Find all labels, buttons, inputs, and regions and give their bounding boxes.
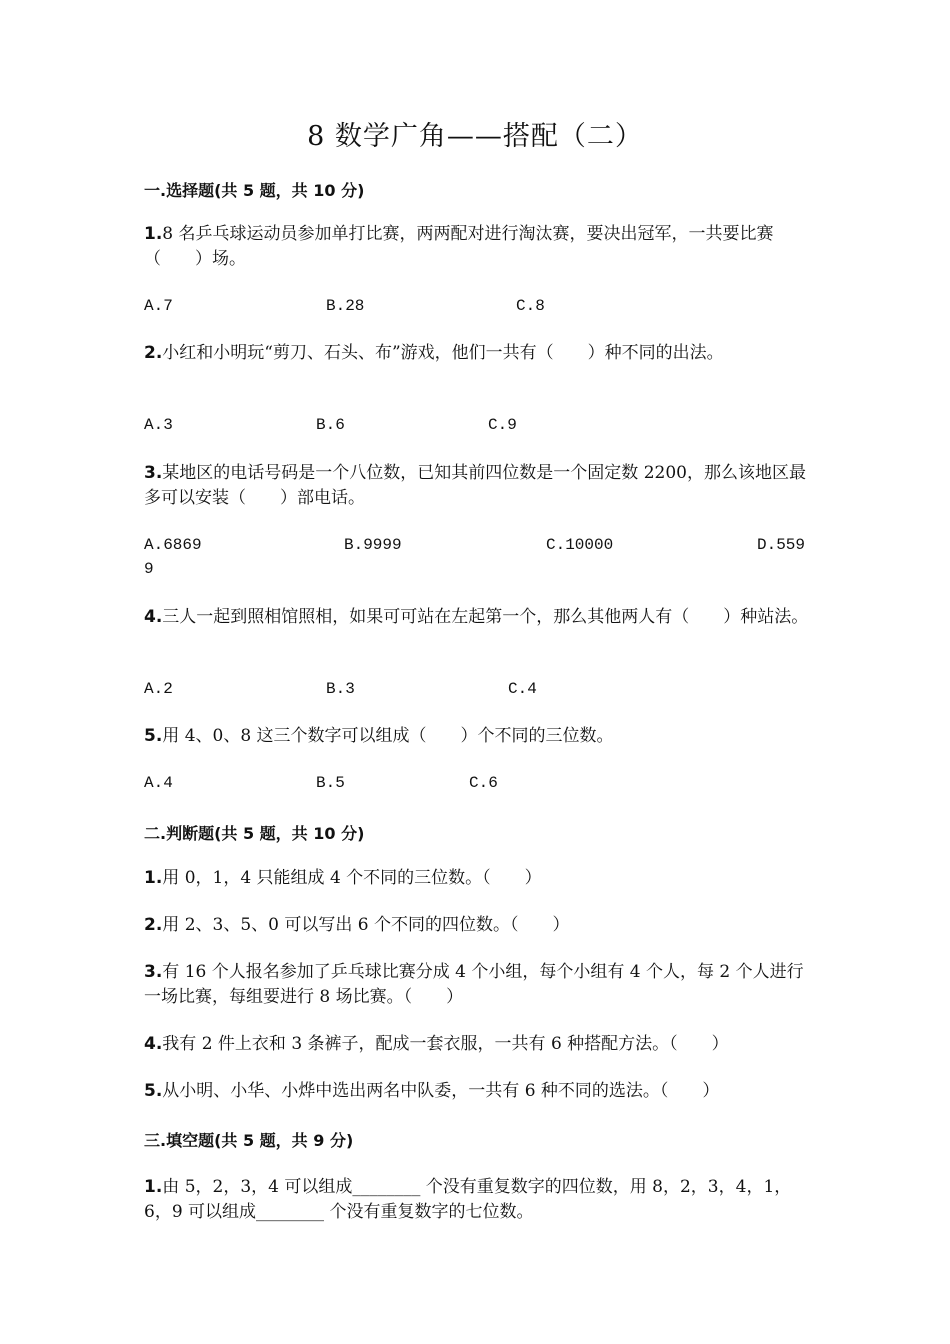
question-item [144,341,814,366]
option-c[interactable]: C.10000 [546,536,614,554]
option-d[interactable]: D.559 [757,536,806,554]
option-b[interactable]: B.3 [326,680,355,698]
answer-options [144,297,814,322]
question-text: 从小明、小华、小烨中选出两名中队委，一共有 6 种不同的选法。（ ） [162,1081,720,1101]
section-heading-fill-blank: 三.填空题(共 5 题，共 9 分) [144,1131,354,1150]
question-item [144,1079,814,1104]
option-b[interactable]: B.5 [316,774,345,792]
question-item [144,1175,814,1225]
option-c[interactable]: C.9 [488,416,517,434]
answer-options [144,774,814,799]
answer-options [144,536,814,561]
option-c[interactable]: C.4 [508,680,537,698]
question-number: 5. [144,726,163,746]
question-item [144,866,814,891]
answer-options [144,416,814,441]
question-text: 8 名乒乓球运动员参加单打比赛，两两配对进行淘汰赛，要决出冠军，一共要比赛（ ）场。 [144,224,774,269]
option-b[interactable]: B.9999 [344,536,402,554]
question-number: 4. [144,607,163,627]
question-item [144,913,814,938]
question-number: 3. [144,962,163,982]
option-a[interactable]: A.7 [144,297,173,315]
question-text: 用 4、0、8 这三个数字可以组成（ ）个不同的三位数。 [162,726,614,746]
option-a[interactable]: A.4 [144,774,173,792]
option-a[interactable]: A.3 [144,416,173,434]
question-number: 1. [144,868,163,888]
question-number: 2. [144,343,163,363]
question-item [144,724,814,749]
question-text: 小红和小明玩“剪刀、石头、布”游戏，他们一共有（ ）种不同的出法。 [162,343,724,363]
question-text: 用 0，1，4 只能组成 4 个不同的三位数。（ ） [162,868,542,888]
question-number: 1. [144,224,163,244]
option-d-wrap: 9 [144,560,154,578]
question-item [144,605,814,630]
question-item [144,1032,814,1057]
section-heading-true-false: 二.判断题(共 5 题，共 10 分) [144,824,365,843]
question-number: 1. [144,1177,163,1197]
question-number: 4. [144,1034,163,1054]
question-number: 2. [144,915,163,935]
answer-options [144,680,814,705]
question-text: 我有 2 件上衣和 3 条裤子，配成一套衣服，一共有 6 种搭配方法。（ ） [162,1034,729,1054]
question-number: 5. [144,1081,163,1101]
option-b[interactable]: B.6 [316,416,345,434]
option-a[interactable]: A.2 [144,680,173,698]
question-text: 有 16 个人报名参加了乒乓球比赛分成 4 个小组，每个小组有 4 个人，每 2 个人进行一场比赛，每组要进行 8 场比赛。（ ） [144,962,804,1007]
option-c[interactable]: C.6 [469,774,498,792]
question-text: 三人一起到照相馆照相，如果可可站在左起第一个，那么其他两人有（ ）种站法。 [162,607,809,627]
option-c[interactable]: C.8 [516,297,545,315]
question-number: 3. [144,463,163,483]
question-text: 由 5，2，3，4 可以组成________ 个没有重复数字的四位数，用 8，2，3，4，1，6，9 可以组成________ 个没有重复数字的七位数。 [144,1177,792,1222]
question-item [144,222,814,272]
question-text: 某地区的电话号码是一个八位数，已知其前四位数是一个固定数 2200，那么该地区最多可以安装（ ）部电话。 [144,463,806,508]
page-title: 8 数学广角——搭配（二） [307,121,643,152]
option-a[interactable]: A.6869 [144,536,202,554]
option-b[interactable]: B.28 [326,297,365,315]
question-item [144,960,814,1010]
question-text: 用 2、3、5、0 可以写出 6 个不同的四位数。（ ） [162,915,570,935]
question-item [144,461,814,511]
section-heading-multiple-choice: 一.选择题(共 5 题，共 10 分) [144,181,365,200]
